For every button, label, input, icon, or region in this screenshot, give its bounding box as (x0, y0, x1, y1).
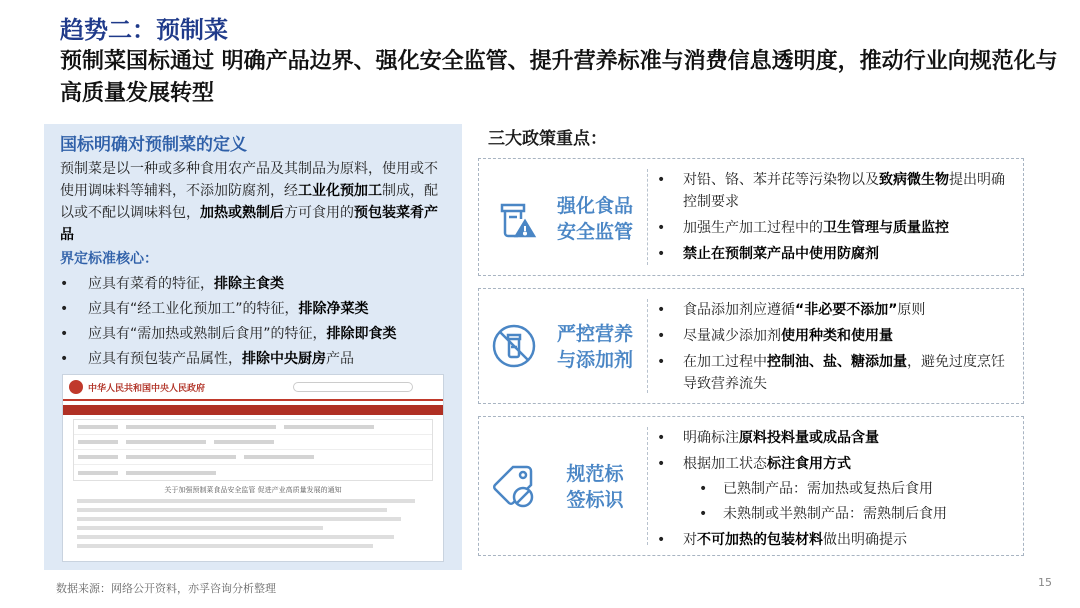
list-item (58, 297, 458, 322)
item-bold: 致病微生物 (879, 172, 949, 188)
definition-part: 方可食用的 (284, 205, 354, 221)
item-bold: 禁止在预制菜产品中使用防腐剂 (683, 246, 879, 262)
item-text: 应具有菜肴的特征， (88, 276, 214, 292)
item-text: 应具有“经工业化预加工”的特征， (88, 301, 299, 317)
item-bold: 原料投料量或成品含量 (739, 430, 879, 446)
list-item (657, 243, 1017, 265)
definition-bold: 工业化预加工 (298, 183, 382, 199)
list-item (657, 217, 1017, 239)
list-item (58, 272, 458, 297)
no-additive-icon (489, 321, 539, 371)
list-item (58, 322, 458, 347)
definition-text (60, 158, 450, 246)
item-tail: 产品 (326, 351, 354, 367)
doc-meta-table (73, 419, 433, 481)
doc-body-lines (77, 499, 429, 548)
list-item (657, 351, 1017, 395)
list-item (657, 299, 1017, 321)
definition-bold: 加热或熟制后 (200, 205, 284, 221)
doc-header (63, 375, 443, 401)
sub-list-item: • 已熟制产品：需加热或复热后食用 (657, 478, 1017, 500)
policy-bullets (657, 427, 1017, 551)
core-criteria-list (58, 272, 458, 372)
slide-title: 趋势二：预制菜 (60, 16, 228, 44)
doc-title: 关于加强预制菜食品安全监管 促进产业高质量发展的通知 (164, 486, 342, 494)
policy-box-additives (478, 288, 1024, 404)
gov-search-box (293, 382, 413, 392)
item-text: 对铅、铬、苯并芘等污染物以及 (683, 172, 879, 188)
item-bold: 排除即食类 (326, 326, 397, 342)
box-divider (647, 299, 648, 393)
label-tag-icon (489, 461, 539, 511)
list-item (657, 453, 1017, 475)
item-tail: 原则 (897, 302, 926, 318)
list-item (657, 325, 1017, 347)
item-bold: 卫生管理与质量监控 (823, 220, 949, 236)
item-text: 在加工过程中 (683, 354, 767, 370)
item-text: 根据加工状态 (683, 456, 767, 472)
policy-box-labeling (478, 416, 1024, 556)
government-document-screenshot (62, 374, 444, 562)
item-text: 应具有预包装产品属性， (88, 351, 242, 367)
box-label (545, 193, 645, 245)
national-emblem-icon (69, 380, 83, 394)
doc-nav-bar (63, 405, 443, 415)
label-line: 规范标 (566, 463, 624, 485)
definition-bold: 预包装菜肴产品 (60, 205, 438, 243)
headline: 预制菜国标通过 明确产品边界、强化安全监管、提升营养标准与消费信息透明度，推动行业向规范化与高质量发展转型 (60, 49, 1058, 106)
item-text: 尽量减少添加剂 (683, 328, 781, 344)
box-divider (647, 169, 648, 265)
definition-panel (44, 124, 462, 570)
box-label (545, 461, 645, 513)
definition-part: 预制菜是以一种或多种食用农产品及其制品为原料，使用或不使用调味料等辅料，不添加防腐剂，经 (60, 161, 438, 199)
list-item (58, 347, 458, 372)
policy-heading: 三大政策重点： (488, 129, 607, 149)
item-text: 对 (683, 532, 697, 548)
item-bold: “非必要不添加” (795, 302, 898, 318)
label-line: 与添加剂 (556, 349, 633, 371)
item-tail: 提出明确控制要求 (683, 172, 1005, 210)
item-text: 加强生产加工过程中的 (683, 220, 823, 236)
item-tail: ，避免过度烹饪导致营养流失 (683, 354, 1005, 392)
core-criteria-heading: 界定标准核心： (60, 251, 158, 267)
list-item (657, 169, 1017, 213)
item-bold: 排除主食类 (214, 276, 284, 292)
box-label (545, 321, 645, 373)
gov-site-name: 中华人民共和国中央人民政府 (88, 383, 206, 394)
definition-part: 制成，配以或不配以调味料包， (60, 183, 438, 221)
label-line: 签标识 (566, 489, 624, 511)
label-line: 严控营养 (556, 323, 633, 345)
item-bold: 排除净菜类 (298, 301, 369, 317)
list-item (657, 427, 1017, 449)
box-divider (647, 427, 648, 545)
definition-heading: 国标明确对预制菜的定义 (60, 135, 247, 155)
item-bold: 标注食用方式 (767, 456, 851, 472)
page-number: 15 (1038, 576, 1052, 589)
policy-bullets (657, 299, 1017, 395)
list-item (657, 529, 1017, 551)
data-source: 数据来源：网络公开资料，亦孚咨询分析整理 (56, 582, 276, 595)
item-bold: 控制油、盐、糖添加量 (767, 354, 907, 370)
food-safety-icon (489, 193, 539, 243)
item-text: 食品添加剂应遵循 (683, 302, 795, 318)
policy-box-food-safety (478, 158, 1024, 276)
label-line: 强化食品 (556, 195, 633, 217)
item-text: 明确标注 (683, 430, 739, 446)
label-line: 安全监管 (556, 221, 633, 243)
item-bold: 使用种类和使用量 (781, 328, 893, 344)
item-tail: 做出明确提示 (823, 532, 907, 548)
item-bold: 排除中央厨房 (242, 351, 326, 367)
policy-bullets (657, 169, 1017, 265)
sub-list-item: • 未熟制或半熟制产品：需熟制后食用 (657, 503, 1017, 525)
item-text: 应具有“需加热或熟制后食用”的特征， (88, 326, 327, 342)
item-bold: 不可加热的包装材料 (697, 532, 823, 548)
